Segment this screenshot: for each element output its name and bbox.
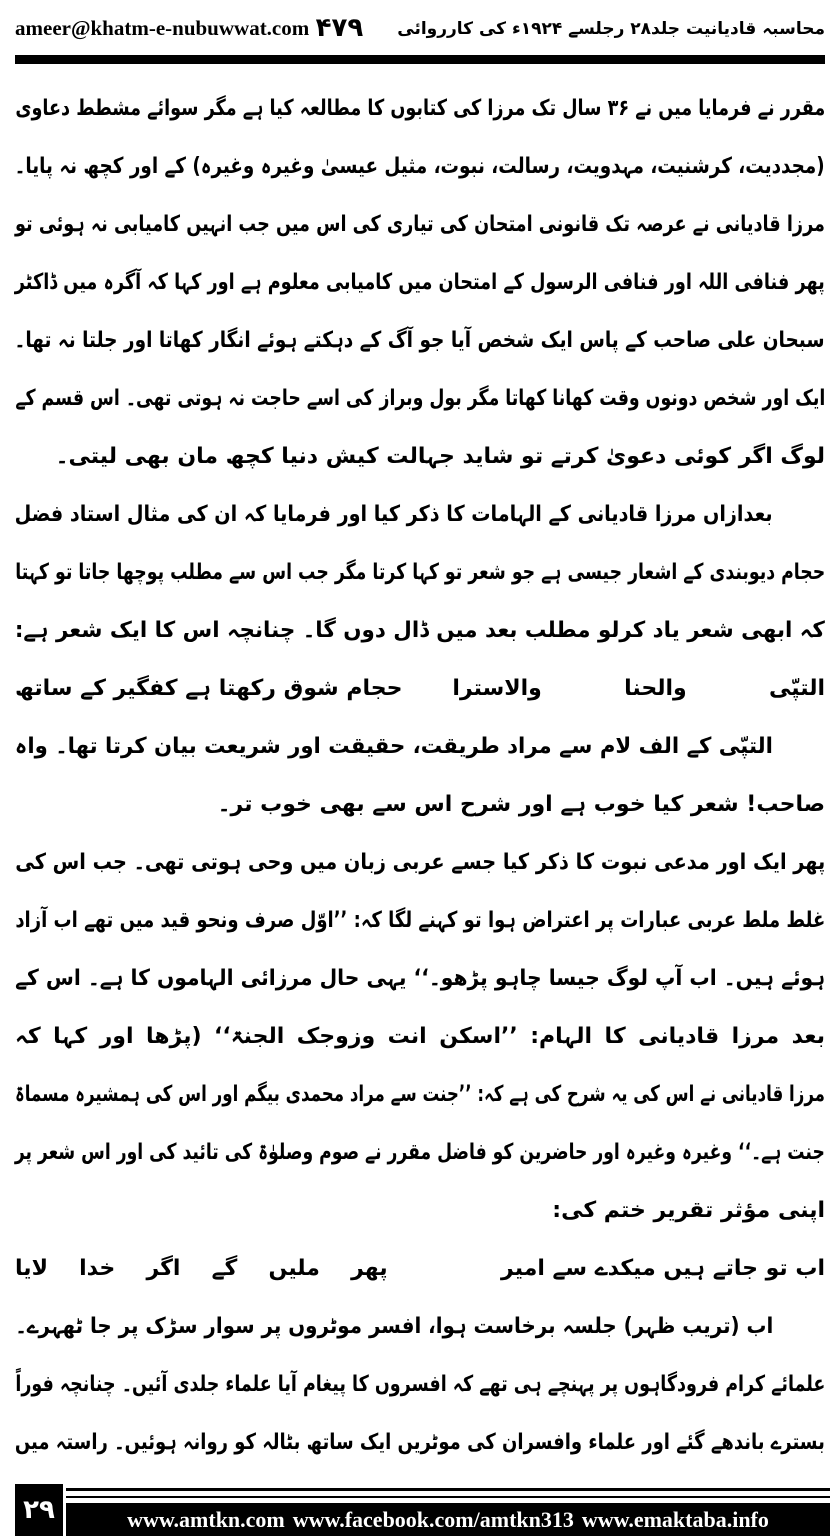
text-line [15, 486, 825, 544]
text-line [15, 776, 825, 834]
text-line [15, 1124, 825, 1182]
text-line [15, 312, 825, 370]
verse-word: ملیں [268, 1256, 320, 1281]
line-text: حجام دیوبندی کے اشعار جیسی ہے جو شعر تو کہا کرتا مگر جب اس سے مطلب پوچھا جاتا تو کہتا [15, 560, 825, 585]
line-text: سبحان علی صاحب کے پاس ایک شخص آیا جو آگ کے دہکتے ہوئے انگار کھاتا اور جلتا نہ تھا۔ [15, 328, 825, 353]
text-line [15, 892, 825, 950]
page-header [15, 8, 825, 48]
footer-rule [66, 1488, 830, 1491]
line-text: لوگ اگر کوئی دعویٰ کرتے تو شاید جہالت کیش دنیا کچھ مان بھی لیتی۔ [55, 444, 825, 469]
line-text: علمائے کرام فرودگاہوں پر پہنچے ہی تھے کہ افسروں کا پیغام آیا علماء جلدی آئیں۔ چنانچہ فوراً [15, 1372, 825, 1397]
text-line [15, 1066, 825, 1124]
line-text: اب (تریب ظہر) جلسہ برخاست ہوا، افسر موٹروں پر سوار سڑک پر جا ٹھہرے۔ [15, 1314, 773, 1339]
line-text: ہوئے ہیں۔ اب آپ لوگ جیسا چاہو پڑھو۔‘‘ یہی حال مرزائی الہاموں کا ہے۔ اس کے [15, 966, 825, 991]
text-line [15, 370, 825, 428]
text-line [15, 428, 825, 486]
text-line [15, 196, 825, 254]
verse-word: اگر [146, 1256, 181, 1281]
text-line [15, 1298, 825, 1356]
line-text: ایک اور شخص دونوں وقت کھانا کھاتا مگر بول وبراز کی اسے حاجت نہ ہوتی تھی۔ اس قسم کے [15, 386, 825, 411]
header-rule [15, 55, 825, 64]
text-line [15, 254, 825, 312]
line-text: پھر ایک اور مدعی نبوت کا ذکر کیا جسے عربی زبان میں وحی ہوتی تھی۔ جب اس کی [15, 850, 825, 875]
footer-page-number: ۲۹ [15, 1484, 63, 1536]
line-text: مقرر نے فرمایا میں نے ۳۶ سال تک مرزا کی کتابوں کا مطالعہ کیا ہے مگر سوائے مشطط دعاوی [15, 96, 825, 121]
footer-link[interactable]: www.emaktaba.info [581, 1506, 769, 1532]
text-line [15, 138, 825, 196]
verse-hemistich-1: اب تو جاتے ہیں میکدے سے امیر [501, 1256, 825, 1281]
verse-line [15, 660, 825, 718]
text-line [15, 1356, 825, 1414]
line-text: بعدازاں مرزا قادیانی کے الہامات کا ذکر کیا اور فرمایا کہ ان کی مثال استاد فضل [15, 502, 773, 527]
line-text: پھر فنافی اللہ اور فنافی الرسول کے امتحان میں کامیابی معلوم ہے اور کہا کہ آگرہ میں ڈاکٹر [15, 270, 825, 295]
verse-word: والحنا [624, 676, 687, 701]
line-text: بسترے باندھے گئے اور علماء وافسران کی موٹریں ایک ساتھ بٹالہ کو روانہ ہوئیں۔ راستہ میں [15, 1430, 825, 1455]
text-line [15, 602, 825, 660]
verse-word: لایا [15, 1256, 48, 1281]
verse-hemistich-2 [15, 1240, 388, 1298]
line-text: جنت ہے۔‘‘ وغیرہ وغیرہ اور حاضرین کو فاضل مقرر نے صوم وصلوٰۃ کی تائید کی اور اس شعر پر [15, 1140, 825, 1165]
verse-word: والاسترا [452, 676, 542, 701]
text-line [15, 1414, 825, 1472]
header-email: ameer@khatm-e-nubuwwat.com [15, 15, 310, 40]
verse-hemistich-1 [452, 660, 825, 718]
header-title: محاسبہ قادیانیت جلد۲۸ رجلسے ۱۹۲۴ء کی کارروائی [397, 18, 825, 39]
line-text: اپنی مؤثر تقریر ختم کی: [552, 1198, 825, 1223]
verse-hemistich-2: حجام شوق رکھتا ہے کفگیر کے ساتھ [15, 676, 403, 701]
text-line [15, 950, 825, 1008]
line-text: مرزا قادیانی نے اس کی یہ شرح کی ہے کہ: ’’جنت سے مراد محمدی بیگم اور اس کی ہمشیرہ مسماۃ [15, 1082, 825, 1107]
body-text [15, 80, 825, 1472]
footer-link[interactable]: www.facebook.com/amtkn313 [292, 1506, 574, 1532]
verse-line [15, 1240, 825, 1298]
text-line [15, 1008, 825, 1066]
line-text: بعد مرزا قادیانی کا الہام: ’’اسکن انت وزوجک الجنۃ‘‘ (پڑھا اور کہا کہ [15, 1024, 825, 1049]
footer-rule [66, 1496, 830, 1498]
text-line [15, 718, 825, 776]
text-line [15, 544, 825, 602]
verse-word: گے [211, 1256, 238, 1281]
line-text: (مجددیت، کرشنیت، مہدویت، رسالت، نبوت، مثیل عیسیٰ وغیرہ وغیرہ) کے اور کچھ نہ پایا۔ [15, 154, 825, 179]
line-text: غلط ملط عربی عبارات پر اعتراض ہوا تو کہنے لگا کہ: ’’اوّل صرف ونحو قید میں تھے اب آزاد [15, 908, 825, 933]
line-text: کہ ابھی شعر یاد کرلو مطلب بعد میں ڈال دوں گا۔ چنانچہ اس کا ایک شعر ہے: [15, 618, 825, 643]
verse-word: خدا [79, 1256, 116, 1281]
verse-word: پھر [351, 1256, 388, 1281]
line-text: مرزا قادیانی نے عرصہ تک قانونی امتحان کی تیاری کی اس میں جب انہیں کامیابی نہ ہوئی تو [15, 212, 825, 237]
header-page-number: ۴۷۹ [315, 13, 364, 43]
footer-link[interactable]: www.amtkn.com [127, 1506, 285, 1532]
verse-word: التپّی [768, 676, 825, 701]
line-text: صاحب! شعر کیا خوب ہے اور شرح اس سے بھی خوب تر۔ [217, 792, 825, 817]
footer-links [66, 1503, 830, 1536]
header-right [316, 13, 825, 43]
line-text: التپّی کے الف لام سے مراد طریقت، حقیقت اور شریعت بیان کرتا تھا۔ واہ [15, 734, 773, 759]
text-line [15, 834, 825, 892]
text-line [15, 1182, 825, 1240]
text-line [15, 80, 825, 138]
